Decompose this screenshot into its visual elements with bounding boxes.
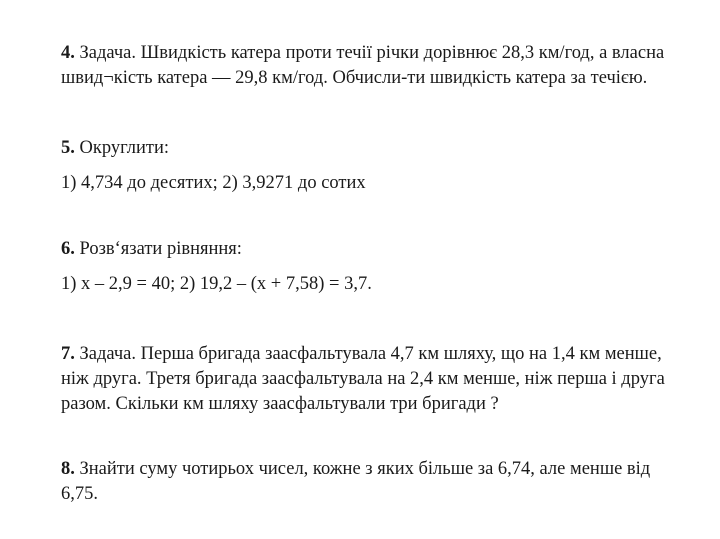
task-8-number: 8. <box>61 459 75 479</box>
task-6-sub: 1) х – 2,9 = 40; 2) 19,2 – (х + 7,58) = 3,7. <box>61 274 372 294</box>
task-8-text-2: 6,75. <box>61 484 98 504</box>
task-7 <box>61 342 701 417</box>
task-6-heading: Розв‘язати рівняння: <box>74 239 242 259</box>
task-4-line-1 <box>61 41 701 66</box>
task-8-line-1 <box>61 457 701 482</box>
task-7-number: 7. <box>61 344 75 364</box>
task-4-text-1: Задача. Швидкість катера проти течії річки дорівнює 28,3 км/год, а власна <box>74 43 665 63</box>
task-7-text-2: ніж друга. Третя бригада заасфальтувала на 2,4 км менше, ніж перша і друга <box>61 369 665 389</box>
task-5 <box>61 136 701 196</box>
task-4 <box>61 41 701 91</box>
task-5-heading-line <box>61 136 701 161</box>
task-5-sub: 1) 4,734 до десятих; 2) 3,9271 до сотих <box>61 173 366 193</box>
task-7-line-1 <box>61 342 701 367</box>
task-7-text-1: Задача. Перша бригада заасфальтувала 4,7 км шляху, що на 1,4 км менше, <box>74 344 662 364</box>
task-8 <box>61 457 701 507</box>
task-6-heading-line <box>61 237 701 262</box>
task-8-text-1: Знайти суму чотирьох чисел, кожне з яких більше за 6,74, але менше від <box>74 459 651 479</box>
task-5-number: 5. <box>61 138 75 158</box>
task-7-text-3: разом. Скільки км шляху заасфальтували три бригади ? <box>61 394 499 414</box>
task-4-number: 4. <box>61 43 75 63</box>
task-4-text-2: швид¬кість катера — 29,8 км/год. Обчисли-ти швидкість катера за течією. <box>61 68 648 88</box>
task-6 <box>61 237 701 297</box>
task-6-number: 6. <box>61 239 75 259</box>
task-5-heading: Округлити: <box>74 138 170 158</box>
